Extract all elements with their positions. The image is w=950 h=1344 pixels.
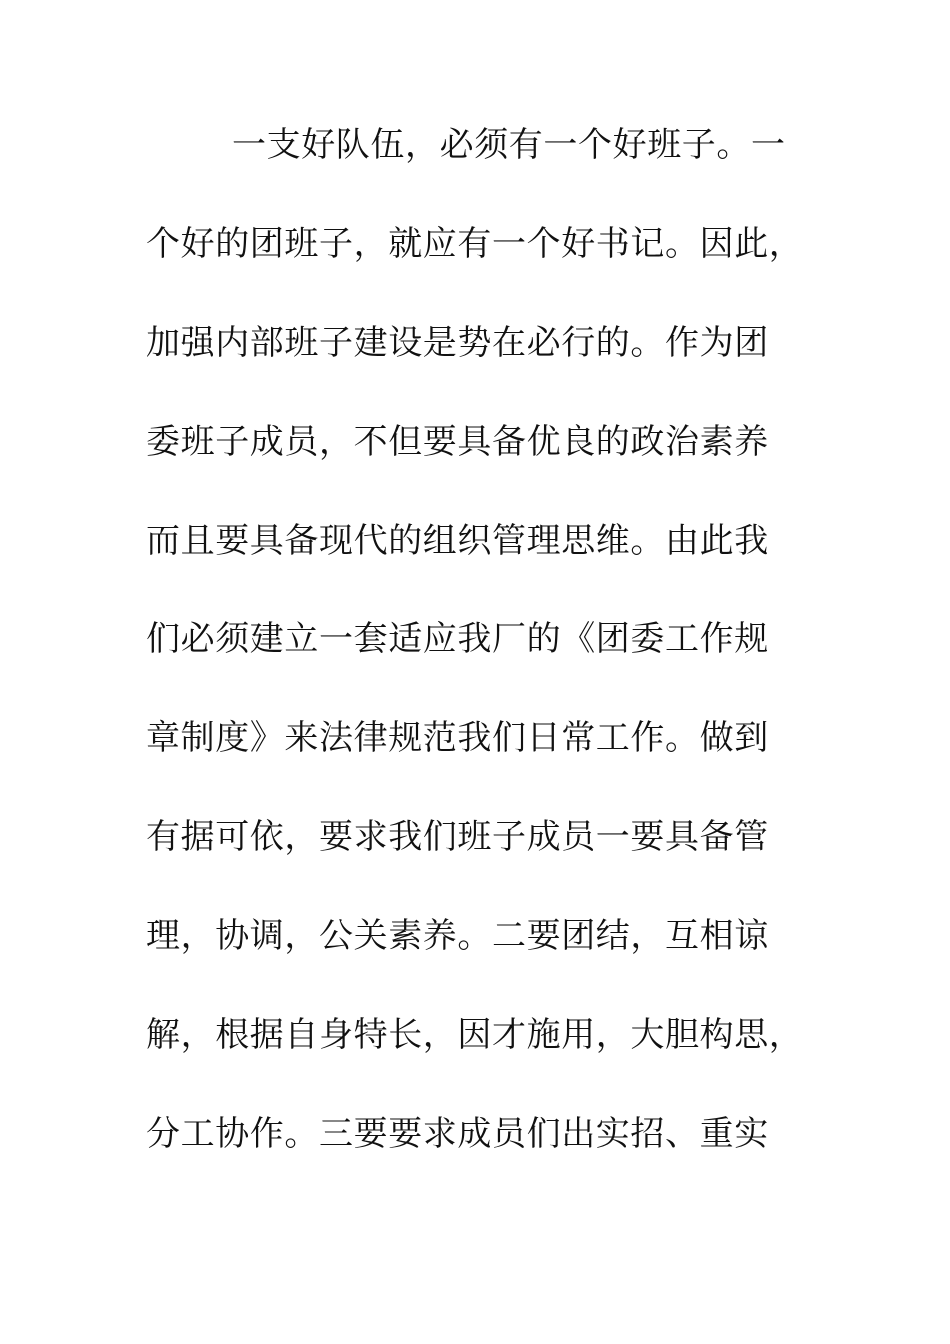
text-line: 理，协调，公关素养。二要团结，互相谅 bbox=[146, 916, 769, 957]
text-line: 有据可依，要求我们班子成员一要具备管 bbox=[146, 817, 769, 858]
text-line: 解，根据自身特长，因才施用，大胆构思， bbox=[146, 1015, 804, 1056]
text-line: 们必须建立一套适应我厂的《团委工作规 bbox=[146, 619, 769, 660]
text-line: 个好的团班子，就应有一个好书记。因此， bbox=[146, 223, 804, 264]
text-line: 章制度》来法律规范我们日常工作。做到 bbox=[146, 718, 769, 759]
text-line: 而且要具备现代的组织管理思维。由此我 bbox=[146, 520, 769, 561]
body-text bbox=[146, 125, 806, 1213]
text-line: 加强内部班子建设是势在必行的。作为团 bbox=[146, 322, 769, 363]
text-line: 分工协作。三要要求成员们出实招、重实 bbox=[146, 1113, 769, 1154]
text-line: 委班子成员，不但要具备优良的政治素养 bbox=[146, 421, 769, 462]
text-line: 一支好队伍，必须有一个好班子。一 bbox=[232, 125, 786, 165]
